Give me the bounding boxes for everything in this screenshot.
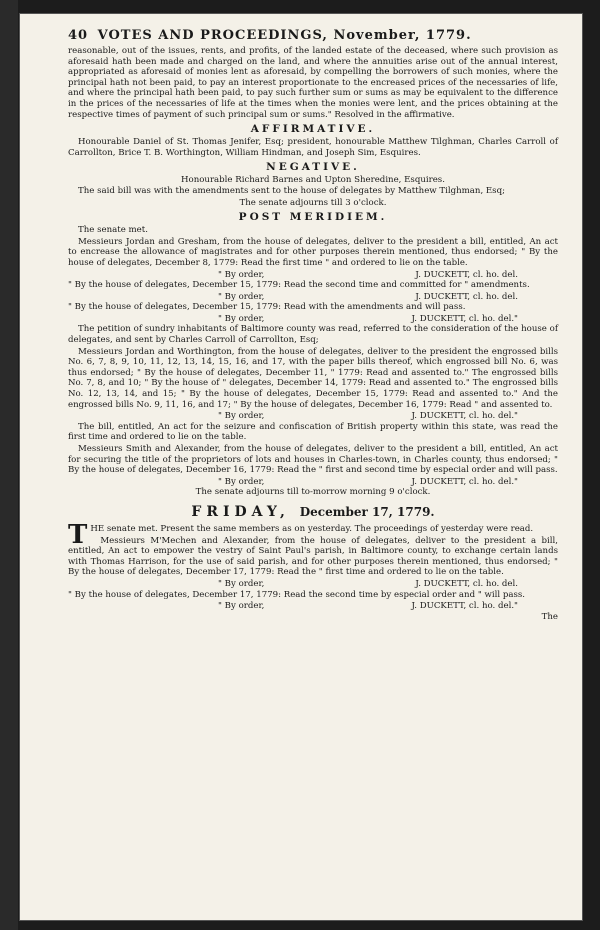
order-by: " By order, [218, 578, 265, 589]
clerk-signature: J. DUCKETT, cl. ho. del. [415, 269, 518, 280]
friday-opening-text: HE senate met. Present the same members as on yesterday. The proceedings of yesterday were read. [90, 523, 534, 534]
affirmative-names: Honourable Daniel of St. Thomas Jenifer, Esq; president, honourable Matthew Tilghman, Charles Carroll of Carrollton, Brice T. B. Worthington, William Hindman, and Joseph Sim, Esquires. [68, 137, 558, 158]
post-meridiem-heading: POST MERIDIEM. [238, 211, 388, 224]
paragraph-continuation: reasonable, out of the issues, rents, and profits, of the landed estate of the deceased, where such provision as aforesaid hath been made and charged on the land, and where the annuities arise out of the annual interest, appropriated as aforesaid of monies lent as aforesaid, by compelling the borrowers of such monies, where the principal hath not been paid, to pay an interest proportionate to the encreased prices of the necessaries of life, and where the principal hath been paid, to pay such further sum or sums as may be equivalent to the difference in the prices of the necessaries of life at the times when the monies were lent, and the prices obtaining at the respective times of payment of such principal sum or sums." Resolved in the affirmative. [68, 46, 558, 120]
order-signature-6 [68, 579, 558, 590]
header-title: VOTES AND PROCEEDINGS, [97, 28, 328, 43]
paragraph-petition: The petition of sundry inhabitants of Baltimore county was read, referred to the consideration of the house of delegates, and sent by Charles Carroll of Carrollton, Esq; [68, 324, 558, 346]
paragraph-sent: The said bill was with the amendments sent to the house of delegates by Matthew Tilghman, Esq; [78, 185, 505, 196]
order-by: " By order, [218, 269, 265, 280]
order-by: " By order, [218, 291, 265, 302]
document-page [20, 14, 582, 920]
catchword: The [541, 611, 558, 622]
adjourn-notice-2: The senate adjourns till to-morrow morning 9 o'clock. [195, 487, 431, 498]
paragraph-dec17: " By the house of delegates, December 17, 1779: Read the second time by especial order and " will pass. [68, 589, 526, 600]
day-heading-friday [68, 504, 558, 520]
paragraph-mcmechen: Messieurs M'Mechen and Alexander, from the house of delegates, deliver to the president a bill, entitled, An act to empower the vestry of Saint Paul's parish, in Baltimore county, to exchange certain lands with Thomas Harrison, for the use of said parish, and for other purposes therein mentioned, thus endorsed; " By the house of delegates, December 17, 1779: Read the " first time and ordered to lie on the table. [68, 535, 558, 578]
adjourn-notice-1: The senate adjourns till 3 o'clock. [239, 197, 387, 208]
clerk-signature: J. DUCKETT, cl. ho. del." [411, 313, 518, 324]
order-signature-2 [68, 292, 558, 303]
paragraph-smith-alexander: Messieurs Smith and Alexander, from the house of delegates, deliver to the president a bill, entitled, An act for securing the title of the proprietors of lots and houses in Charles-town, in Charles county, thus endorsed; " By the house of delegates, December 16, 1779: Read the " first and second time by especial order and will pass. [68, 444, 558, 476]
order-signature-4 [68, 411, 558, 422]
drop-cap: T [68, 519, 88, 550]
order-signature-7 [68, 601, 558, 612]
clerk-signature: J. DUCKETT, cl. ho. del. [415, 578, 518, 589]
order-signature-1 [68, 270, 558, 281]
order-signature-3 [68, 314, 558, 325]
paragraph-seizure-bill: The bill, entitled, An act for the seizure and confiscation of British property within this state, was read the first time and ordered to lie on the table. [68, 421, 558, 443]
running-header [68, 28, 558, 43]
clerk-signature: J. DUCKETT, cl. ho. del. [415, 291, 518, 302]
negative-heading: NEGATIVE. [266, 161, 360, 174]
affirmative-heading: AFFIRMATIVE. [250, 123, 376, 136]
order-by: " By order, [218, 476, 265, 487]
negative-names: Honourable Richard Barnes and Upton Sheredine, Esquires. [181, 175, 445, 186]
order-by: " By order, [218, 411, 265, 422]
paragraph-dec15-b: " By the house of delegates, December 15, 1779: Read with the amendments and will pass. [68, 302, 466, 313]
day-name: FRIDAY, [191, 503, 290, 520]
clerk-signature: J. DUCKETT, cl. ho. del." [411, 476, 518, 487]
paragraph-dec15-a: " By the house of delegates, December 15, 1779: Read the second time and committed for " amendments. [68, 280, 530, 291]
page-number: 40 [68, 28, 89, 43]
day-date: December 17, 1779. [299, 504, 435, 519]
clerk-signature: J. DUCKETT, cl. ho. del." [411, 601, 518, 612]
clerk-signature: J. DUCKETT, cl. ho. del." [411, 411, 518, 422]
page-content [68, 28, 558, 622]
header-date: November, 1779. [333, 28, 472, 43]
paragraph-jordan-gresham: Messieurs Jordan and Gresham, from the house of delegates, deliver to the president a bill, entitled, An act to encrease the allowance of magistrates and for other purposes therein mentioned, thus endorsed; " By the house of delegates, December 8, 1779: Read the first time " and ordered to lie on the table. [68, 236, 558, 268]
paragraph-friday-opening [68, 519, 558, 550]
order-by: " By order, [218, 601, 265, 612]
scan-edge [0, 0, 18, 930]
paragraph-jordan-worthington: Messieurs Jordan and Worthington, from the house of delegates, deliver to the president the engrossed bills No. 6, 7, 8, 9, 10, 11, 12, 13, 14, 15, 16, and 17, with the paper bills thereof, which engrossed bill No. 6, was thus endorsed; " By the house of delegates, December 11, " 1779: Read and assented to." The engrossed bills No. 7, 8, and 10; " By the house of " delegates, December 14, 1779: Read and assented to." The engrossed bills No. 12, 13, 14, and 15; " By the house of delegates, December 15, 1779: Read and assented to." And the engrossed bills No. 9, 11, 16, and 17; " By the house of delegates, December 16, 1779: Read " and assented to. [68, 346, 558, 410]
order-signature-5 [68, 477, 558, 488]
senate-met: The senate met. [78, 225, 148, 236]
order-by: " By order, [218, 313, 265, 324]
